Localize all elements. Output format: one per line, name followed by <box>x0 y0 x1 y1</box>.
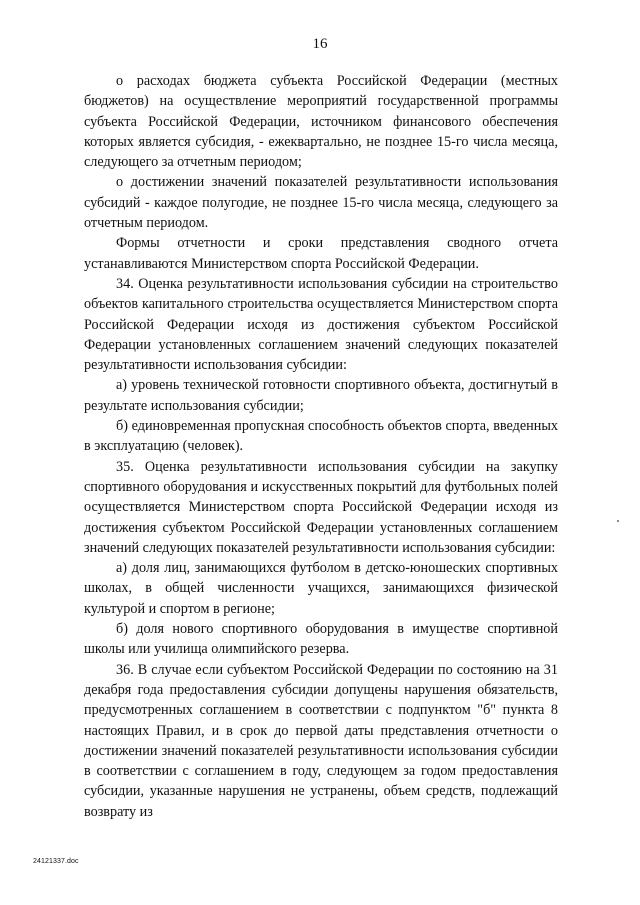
paragraph-item-35-a: а) доля лиц, занимающихся футболом в детско-юношеских спортивных школах, в общей численности учащихся, занимающихся физической культурой и спортом в регионе; <box>84 560 558 617</box>
paragraph-item-34-b: б) единовременная пропускная способность объектов спорта, введенных в эксплуатацию (человек). <box>84 418 558 455</box>
page-number: 16 <box>312 36 328 52</box>
paragraph-item-34-a: а) уровень технической готовности спортивного объекта, достигнутый в результате использования субсидии; <box>84 377 558 414</box>
paragraph-item-35-b: б) доля нового спортивного оборудования в имуществе спортивной школы или училища олимпийского резерва. <box>84 621 558 658</box>
paragraph-report-forms: Формы отчетности и сроки представления сводного отчета устанавливаются Министерством спорта Российской Федерации. <box>84 235 558 272</box>
paragraph-indicators-report: о достижении значений показателей результативности использования субсидий - каждое полугодие, не позднее 15-го числа месяца, следующего за отчетным периодом. <box>84 174 558 232</box>
paragraph-item-36: 36. В случае если субъектом Российской Федерации по состоянию на 31 декабря года предоставления субсидии допущены нарушения обязательств, предусмотренных соглашением в соответствии с подпунктом "б" пункта 8 настоящих Правил, и в срок до первой даты представления отчетности о достижении значений показателей результативности использования субсидии в соответствии с соглашением в году, следующем за годом предоставления субсидии, указанные нарушения не устранены, объем средств, подлежащий возврату из <box>84 661 558 820</box>
footer-filename: 24121337.doc <box>33 858 79 865</box>
scan-speck <box>617 520 619 522</box>
paragraph-item-34: 34. Оценка результативности использования субсидии на строительство объектов капитального строительства осуществляется Министерством спорта Российской Федерации исходя из достижения субъектом Российской Федерации установленных соглашением значений следующих показателей результативности использования субсидии: <box>84 275 558 374</box>
paragraph-item-35: 35. Оценка результативности использования субсидии на закупку спортивного оборудования и искусственных покрытий для футбольных полей осуществляется Министерством спорта Российской Федерации исходя из достижения субъектом Российской Федерации установленных соглашением значений следующих показателей результативности использования субсидии: <box>84 458 558 556</box>
paragraph-budget-expenses-report: о расходах бюджета субъекта Российской Федерации (местных бюджетов) на осуществление мероприятий государственной программы субъекта Российской Федерации, источником финансового обеспечения которых является субсидия, - ежеквартально, не позднее 15-го числа месяца, следующего за отчетным периодом; <box>84 73 558 171</box>
document-body <box>84 71 558 822</box>
